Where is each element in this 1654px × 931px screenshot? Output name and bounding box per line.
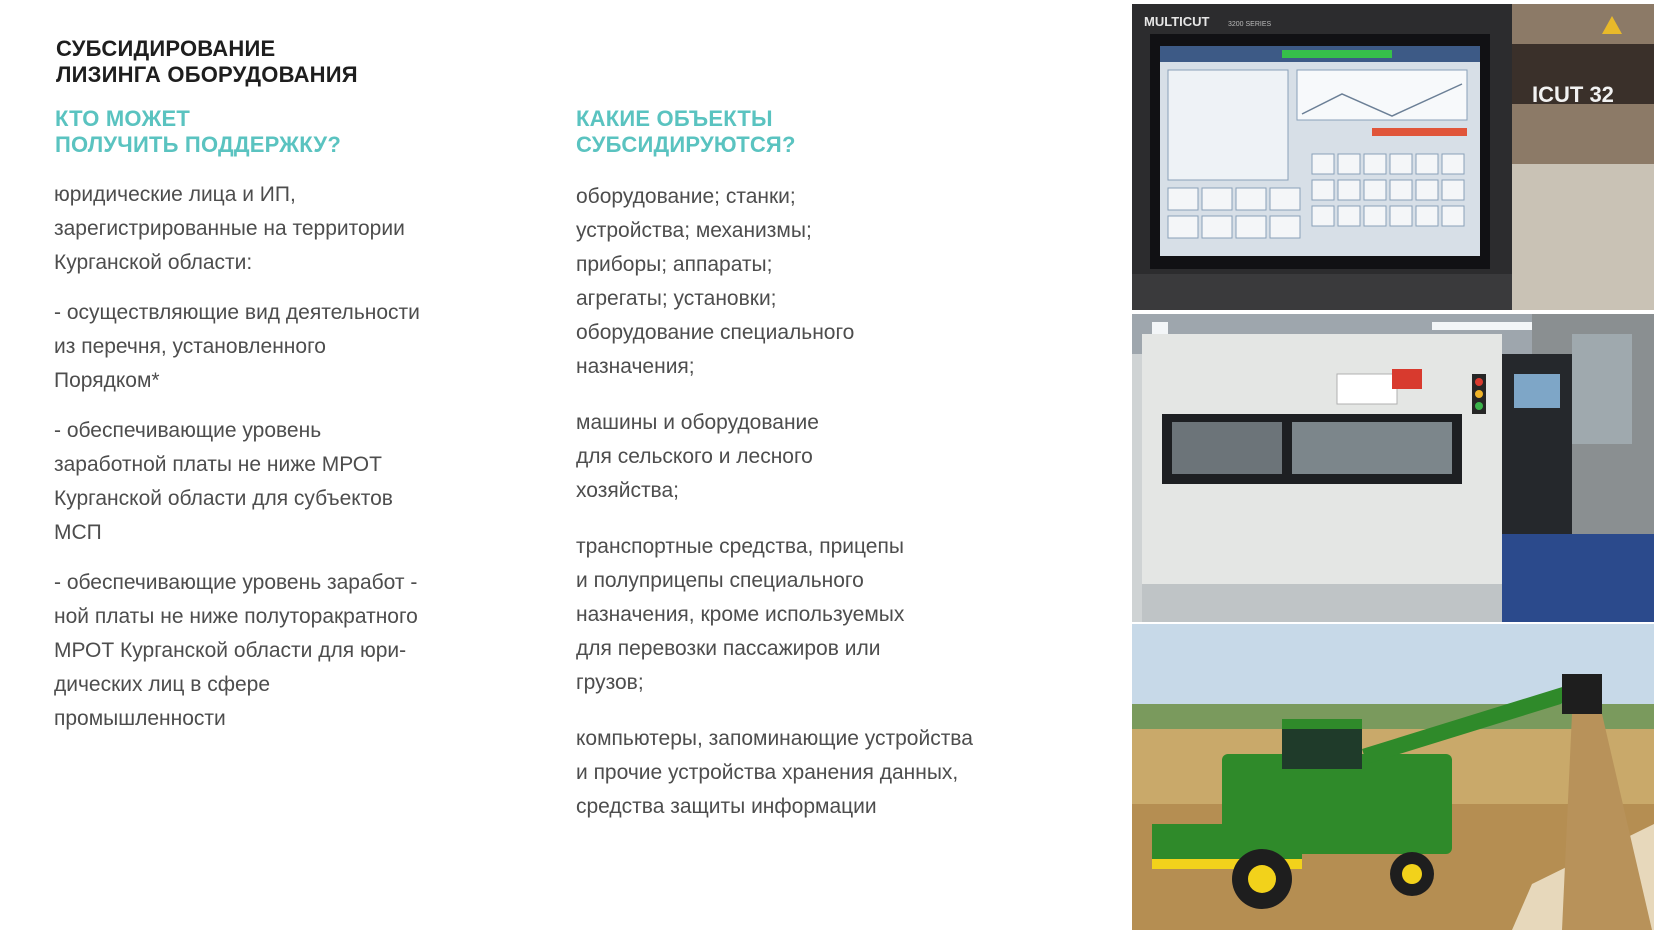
eligibility-list — [54, 178, 554, 752]
page-title-line: СУБСИДИРОВАНИЕ — [56, 36, 276, 61]
text-line: хозяйства; — [576, 479, 679, 502]
text-line: - обеспечивающие уровень — [54, 419, 322, 442]
text-line: ной платы не ниже полуторакратного — [54, 605, 418, 628]
heading-line: СУБСИДИРУЮТСЯ? — [576, 132, 796, 157]
text-line: грузов; — [576, 671, 644, 694]
heading-line: ПОЛУЧИТЬ ПОДДЕРЖКУ? — [55, 132, 341, 157]
who-can-get-support-heading — [55, 106, 341, 158]
text-line: оборудование; станки; — [576, 185, 796, 208]
panel-series-label: 3200 SERIES — [1228, 21, 1272, 28]
objects-item — [576, 180, 1096, 384]
heading-line: КАКИЕ ОБЪЕКТЫ — [576, 106, 773, 131]
page-title — [56, 36, 358, 88]
combine-harvester-photo — [1132, 624, 1654, 930]
text-line: и прочие устройства хранения данных, — [576, 761, 959, 784]
text-line: из перечня, установленного — [54, 335, 326, 358]
eligibility-item — [54, 566, 554, 736]
text-line: - обеспечивающие уровень заработ - — [54, 571, 418, 594]
text-line: и полуприцепы специального — [576, 569, 864, 592]
text-line: МСП — [54, 521, 102, 544]
text-line: заработной платы не ниже МРОТ — [54, 453, 382, 476]
text-line: юридические лица и ИП, — [54, 183, 296, 206]
text-line: для перевозки пассажиров или — [576, 637, 881, 660]
cnc-machine-photo — [1132, 314, 1654, 622]
text-line: Порядком* — [54, 369, 160, 392]
heading-line: КТО МОЖЕТ — [55, 106, 191, 131]
text-line: дических лиц в сфере — [54, 673, 271, 696]
text-line: Курганской области: — [54, 251, 253, 274]
objects-item — [576, 406, 1096, 508]
text-line: для сельского и лесного — [576, 445, 813, 468]
text-line: средства защиты информации — [576, 795, 877, 818]
text-line: транспортные средства, прицепы — [576, 535, 904, 558]
photo-column — [1132, 4, 1654, 930]
machine-brand-label: ICUT 32 — [1532, 82, 1614, 107]
objects-item — [576, 722, 1096, 824]
text-line: зарегистрированные на территории — [54, 217, 405, 240]
cnc-control-panel-photo — [1132, 4, 1654, 310]
subsidized-objects-list — [576, 180, 1096, 846]
eligibility-item — [54, 178, 554, 280]
text-line: назначения, кроме используемых — [576, 603, 905, 626]
text-line: промышленности — [54, 707, 226, 730]
text-line: назначения; — [576, 355, 695, 378]
text-line: устройства; механизмы; — [576, 219, 812, 242]
text-line: Курганской области для субъектов — [54, 487, 393, 510]
eligibility-item — [54, 296, 554, 398]
text-line: машины и оборудование — [576, 411, 819, 434]
text-line: компьютеры, запоминающие устройства — [576, 727, 973, 750]
subsidized-objects-heading — [576, 106, 796, 158]
panel-brand-label: MULTICUT — [1144, 14, 1210, 29]
page-title-line: ЛИЗИНГА ОБОРУДОВАНИЯ — [56, 62, 358, 87]
text-line: агрегаты; установки; — [576, 287, 777, 310]
text-line: оборудование специального — [576, 321, 855, 344]
eligibility-item — [54, 414, 554, 550]
text-line: - осуществляющие вид деятельности — [54, 301, 420, 324]
text-line: приборы; аппараты; — [576, 253, 773, 276]
objects-item — [576, 530, 1096, 700]
text-line: МРОТ Курганской области для юри- — [54, 639, 407, 662]
